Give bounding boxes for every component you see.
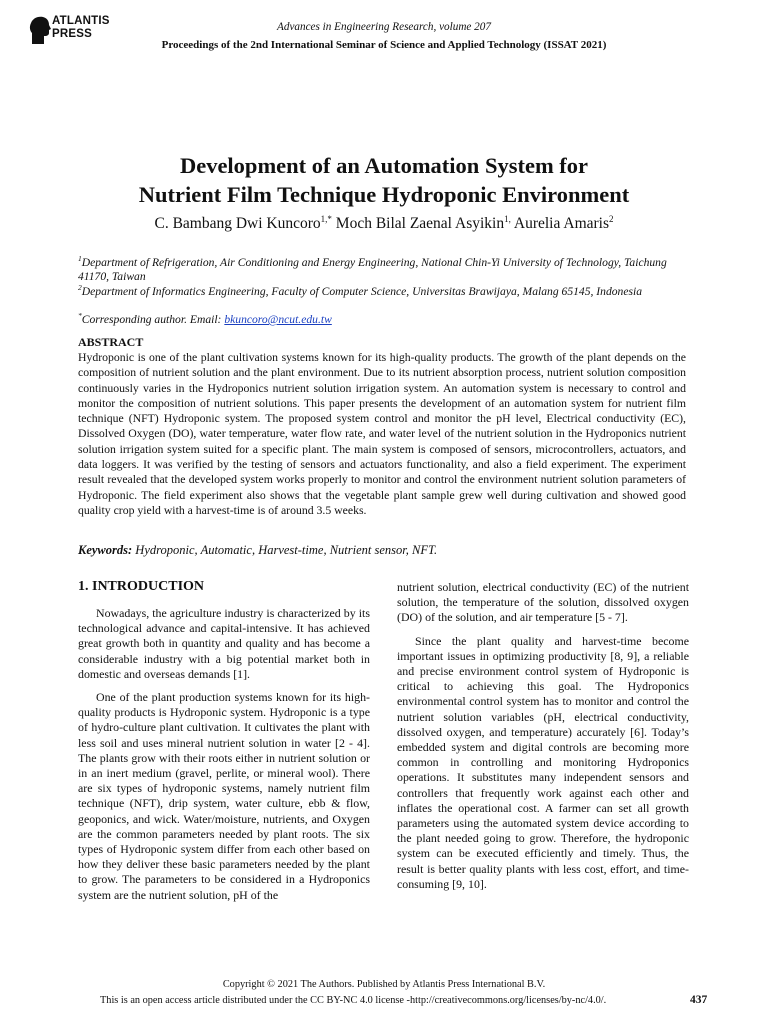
author-name: Aurelia Amaris — [510, 215, 610, 233]
keywords-text: Hydroponic, Automatic, Harvest-time, Nutrient sensor, NFT. — [132, 543, 438, 557]
paper-title-line2: Nutrient Film Technique Hydroponic Environment — [138, 182, 630, 207]
author-affiliation-sup: 2 — [609, 214, 614, 224]
body-paragraph: nutrient solution, electrical conductivity (EC) of the nutrient solution, the temperature of the solution, dissolved oxygen (DO) of the solution, and air temperature [5 - 7]. — [397, 580, 689, 625]
corresponding-sup: * — [78, 311, 82, 320]
affiliation-2 — [78, 281, 690, 299]
corresponding-author — [78, 309, 690, 327]
corresponding-label: Corresponding author. Email: — [81, 312, 225, 326]
author-affiliation-sup: 1, — [504, 214, 511, 224]
logo-line1: ATLANTIS — [52, 15, 110, 27]
logo-line2: PRESS — [52, 28, 92, 40]
affiliation-1 — [78, 252, 690, 284]
affiliation-sup: 1 — [78, 254, 82, 263]
column-right — [397, 580, 689, 900]
body-paragraph: Since the plant quality and harvest-time become important issues in optimizing productivity [8, 9], a reliable and precise environment control system of Hydroponic is critical to achieving this goal. The Hydroponics environmental control system has to monitor and control the nutrient solution variables (pH, electrical conductivity, dissolved oxygen, and temperature) accurately [6]. Today’s embedded system and digital controls are becoming more common in controlling and monitoring Hydroponics operations. It substitutes many independent sensors and controllers that frequently work against each other and inflates the operational cost. A farmer can set all growth parameters using the automated system device according to the plant needed going to grow. Therefore, the hydroponic system can be executed efficiently and timely. Thus, the result is better quality plants with less cost, effort, and time-consuming [9, 10]. — [397, 633, 689, 891]
affiliation-text: Department of Informatics Engineering, Faculty of Computer Science, Universitas Brawijaya, Malang 65145, Indonesia — [81, 284, 643, 298]
keywords-label: Keywords: — [78, 543, 133, 557]
license-notice: This is an open access article distributed under the CC BY-NC 4.0 license -http://creativecommons.org/licenses/by-nc/4.0/. — [100, 995, 607, 1006]
paper-title — [40, 151, 728, 209]
abstract-text: Hydroponic is one of the plant cultivation systems known for its high-quality products. The growth of the plant depends on the composition of nutrient solution and the plant environment. Due to its nutrient absorption process, nutrient solution composition continuously varies in the Hydroponics nutrient solution irrigation system. An automation system is necessary to control and monitor the composition of nutrient solutions. This paper presents the development of an automation system for nutrient film technique (NFT) Hydroponic system. The proposed system control and monitor the pH level, Electrical conductivity (EC), Dissolved Oxygen (DO), water temperature, water flow rate, and water level of the nutrient solution in the Hydroponics nutrient solution irrigation system suited for a specific plant. The main system is composed of sensors, microcontrollers, actuators, and data loggers. It was verified by the testing of sensors and actuators functionality, and also a field experiment. The experiment result revealed that the developed system works properly to monitor and control the environment nutrient solution parameters of Hydroponic. The field experiment also shows that the vegetable plant sample grew well during cultivation and showed good quality crop yield with a harvest-time is of around 3.5 weeks. — [78, 351, 686, 517]
author-list — [40, 214, 728, 233]
copyright-notice: Copyright © 2021 The Authors. Published by Atlantis Press International B.V. — [222, 979, 546, 990]
body-paragraph: One of the plant production systems known for its high-quality products is Hydroponic system. Hydroponic is a type of hydro-culture plant cultivation. It cultivates the plant with less soil and uses mineral nutrient solution in water [2 - 4]. The plants grow with their roots either in nutrient solution or in an inert medium (gravel, perlite, or mineral wool). There are six types of hydroponic systems, namely nutrient film technique (NFT), drip system, water culture, ebb & flow, geoponics, and wick. Water/moisture, nutrients, and Oxygen are the common parameters needed by plant roots. The six types of Hydroponic system differ from each other based on how they deliver these basic parameters needed by the plant to grow. The parameters to be considered in a Hydroponics system are the nutrient solution, pH of the — [78, 690, 370, 902]
proceedings-title: Proceedings of the 2nd International Seminar of Science and Applied Technology (ISSAT 2021) — [161, 39, 607, 51]
affiliation-sup: 2 — [78, 283, 82, 292]
page-number: 437 — [690, 994, 708, 1006]
body-paragraph: Nowadays, the agriculture industry is characterized by its technological advance and capital-intensive. It has achieved great growth both in quantity and quality and has become a considerable industry with a big potential market both in domestic and overseas demands [1]. — [78, 606, 370, 681]
author-name: C. Bambang Dwi Kuncoro — [154, 215, 321, 233]
section-heading-introduction: 1. INTRODUCTION — [78, 579, 205, 594]
column-left — [78, 606, 370, 911]
abstract-heading: ABSTRACT — [78, 335, 144, 349]
affiliation-text: Department of Refrigeration, Air Conditioning and Energy Engineering, National Chin-Yi University of Technology, Taichung 41170, Taiwan — [78, 255, 667, 283]
keywords — [78, 543, 437, 558]
corresponding-email-link[interactable]: bkuncoro@ncut.edu.tw — [224, 312, 332, 326]
author-name: Moch Bilal Zaenal Asyikin — [331, 215, 505, 233]
author-affiliation-sup: 1,* — [320, 214, 332, 224]
paper-title-line1: Development of an Automation System for — [179, 153, 589, 178]
series-title: Advances in Engineering Research, volume 207 — [277, 21, 491, 33]
